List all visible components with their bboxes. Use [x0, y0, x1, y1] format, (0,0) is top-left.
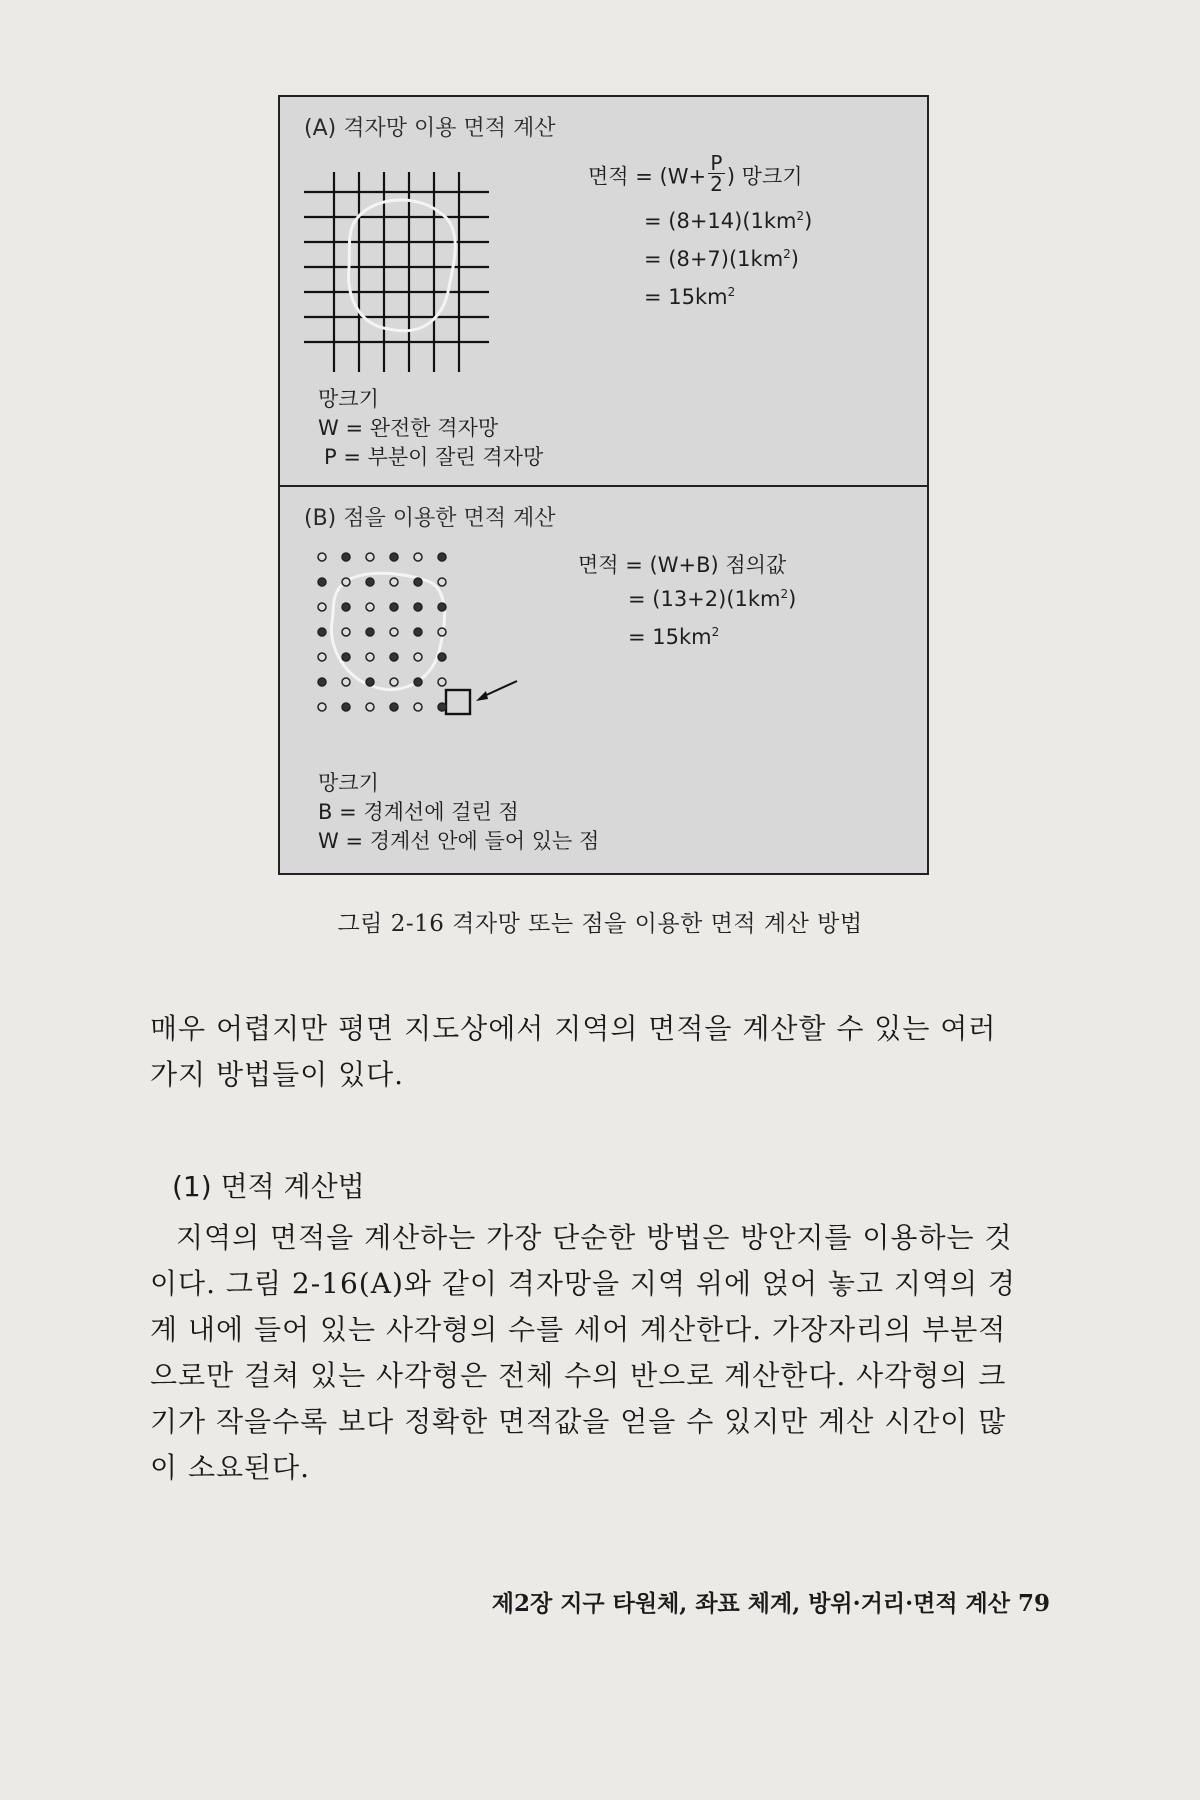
- region-boundary: [349, 200, 456, 331]
- superscript: 2: [727, 285, 736, 299]
- superscript: 2: [780, 587, 789, 601]
- formula-a-rhs: ) 망크기: [726, 164, 803, 189]
- formula-a-lhs: 면적 = (W+: [588, 164, 707, 189]
- formula-b-line3: = 15km: [628, 625, 712, 649]
- highlighted-dot-box: [446, 690, 470, 714]
- dot-point: [414, 578, 422, 586]
- dot-point: [342, 653, 350, 661]
- arrow-icon: [472, 677, 522, 707]
- paragraph-line: 계 내에 들어 있는 사각형의 수를 세어 계산한다. 가장자리의 부분적: [150, 1313, 1007, 1346]
- legend-b-2: W = 경계선 안에 들어 있는 점: [318, 829, 600, 853]
- panel-a-grid-method: [280, 97, 927, 487]
- dot-point: [366, 653, 374, 661]
- dot-point: [438, 603, 446, 611]
- dot-point: [318, 678, 326, 686]
- paragraph-intro: [150, 1006, 1050, 1098]
- legend-b-0: 망크기: [318, 771, 379, 795]
- panel-b-legend: [318, 769, 599, 856]
- dot-point: [366, 578, 374, 586]
- figure-caption: 그림 2-16 격자망 또는 점을 이용한 면적 계산 방법: [337, 911, 863, 937]
- dot-point: [390, 703, 398, 711]
- dot-point: [414, 653, 422, 661]
- dot-point: [366, 703, 374, 711]
- dot-point: [414, 703, 422, 711]
- paragraph-line: 으로만 걸쳐 있는 사각형은 전체 수의 반으로 계산한다. 사각형의 크: [150, 1359, 1007, 1392]
- paren-close: ): [788, 587, 797, 611]
- dot-point: [318, 628, 326, 636]
- formula-b-line2: = (13+2)(1km: [628, 587, 781, 611]
- section-heading: (1) 면적 계산법: [172, 1170, 365, 1203]
- formula-a-line2: = (8+14)(1km: [644, 209, 797, 233]
- panel-a-title: (A) 격자망 이용 면적 계산: [304, 116, 556, 141]
- panel-b-dot-method: [280, 487, 927, 873]
- dot-point: [366, 553, 374, 561]
- fraction-numerator: P: [708, 153, 725, 174]
- dot-point: [390, 578, 398, 586]
- paren-close: ): [804, 209, 813, 233]
- paragraph-method: [150, 1215, 1050, 1491]
- dot-point: [438, 553, 446, 561]
- dot-point: [318, 553, 326, 561]
- dot-point: [438, 678, 446, 686]
- dot-point: [366, 603, 374, 611]
- dot-point: [414, 603, 422, 611]
- dot-point: [342, 553, 350, 561]
- paragraph-line: 매우 어렵지만 평면 지도상에서 지역의 면적을 계산할 수 있는 여러: [150, 1012, 997, 1045]
- dot-point: [318, 703, 326, 711]
- formula-a-line4: = 15km: [644, 285, 728, 309]
- dot-point: [342, 678, 350, 686]
- dot-point: [414, 553, 422, 561]
- grid-diagram: [304, 167, 504, 377]
- dot-point: [438, 628, 446, 636]
- dot-point: [366, 678, 374, 686]
- superscript: 2: [783, 247, 791, 261]
- panel-a-legend: [318, 385, 543, 472]
- dot-point: [390, 678, 398, 686]
- superscript: 2: [796, 209, 805, 223]
- dot-point: [390, 553, 398, 561]
- legend-a-1: W = 완전한 격자망: [318, 416, 499, 440]
- dot-point: [414, 678, 422, 686]
- paragraph-line: 이 소요된다.: [150, 1451, 311, 1484]
- paragraph-line: 기가 작을수록 보다 정확한 면적값을 얻을 수 있지만 계산 시간이 많: [150, 1405, 1007, 1438]
- legend-b-1: B = 경계선에 걸린 점: [318, 800, 519, 824]
- dot-point: [342, 628, 350, 636]
- dot-point: [390, 603, 398, 611]
- dot-point: [318, 578, 326, 586]
- paragraph-line: 지역의 면적을 계산하는 가장 단순한 방법은 방안지를 이용하는 것: [176, 1221, 1013, 1254]
- dot-point: [438, 703, 446, 711]
- dot-point: [342, 703, 350, 711]
- page-footer: 제2장 지구 타원체, 좌표 체계, 방위·거리·면적 계산 79: [491, 1590, 1050, 1617]
- dot-point: [414, 628, 422, 636]
- dot-point: [318, 603, 326, 611]
- dot-point: [390, 628, 398, 636]
- superscript: 2: [711, 625, 720, 639]
- legend-a-0: 망크기: [318, 387, 379, 411]
- fraction-p-over-2: [708, 153, 725, 194]
- paragraph-line: 이다. 그림 2-16(A)와 같이 격자망을 지역 위에 얹어 놓고 지역의 경: [150, 1267, 1016, 1300]
- figure-2-16: [278, 95, 929, 875]
- dot-point: [438, 578, 446, 586]
- dot-point: [366, 628, 374, 636]
- legend-a-2: P = 부분이 잘린 격자망: [324, 445, 544, 469]
- paragraph-line: 가지 방법들이 있다.: [150, 1058, 405, 1091]
- panel-b-title: (B) 점을 이용한 면적 계산: [304, 506, 556, 531]
- fraction-denominator: 2: [710, 172, 723, 196]
- formula-a-line3: = (8+7)(1km: [644, 247, 784, 271]
- dot-point: [438, 653, 446, 661]
- dot-point: [342, 578, 350, 586]
- dot-point: [318, 653, 326, 661]
- formula-b-line1: 면적 = (W+B) 점의값: [578, 553, 787, 577]
- dot-point: [342, 603, 350, 611]
- paren-close: ): [790, 247, 799, 271]
- dot-point: [390, 653, 398, 661]
